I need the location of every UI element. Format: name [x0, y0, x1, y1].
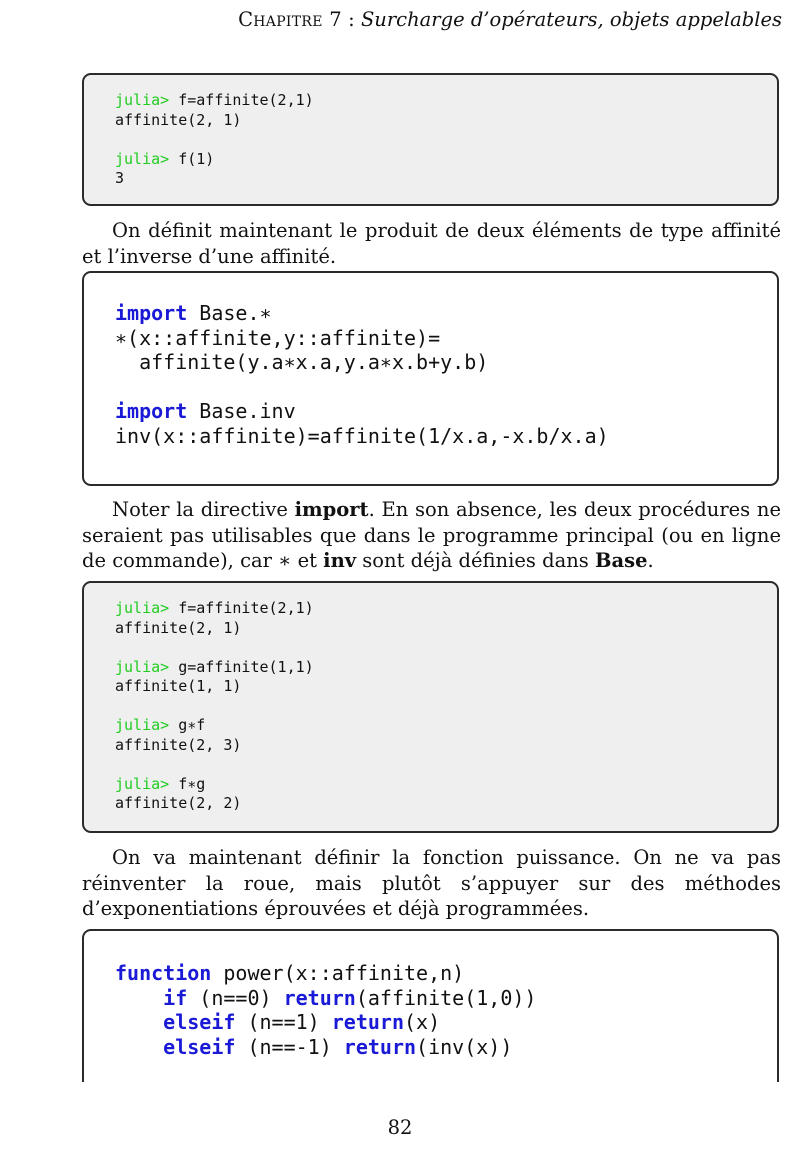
code-line — [115, 375, 769, 400]
code-text: (n==-1) — [235, 1034, 344, 1059]
code-line — [115, 736, 769, 756]
code-line — [115, 169, 769, 189]
code-text: g=affinite(1,1) — [178, 657, 314, 676]
code-text: power(x::affinite,n) — [211, 961, 465, 985]
code-line — [115, 599, 769, 619]
julia-prompt: julia> — [115, 599, 179, 617]
repl-code-2 — [115, 599, 769, 814]
code-line — [115, 424, 769, 449]
keyword-base: Base — [594, 549, 648, 572]
julia-prompt: julia> — [115, 716, 179, 734]
header-separator: : — [341, 8, 361, 31]
code-text: 3 — [115, 169, 125, 187]
keyword-import: import — [294, 498, 369, 521]
code-keyword: function — [115, 961, 212, 985]
paragraph-import-note: Noter la directive import. En son absence, les deux procédures ne seraient pas utilisables que dans le programme principal (ou en ligne de commande), car ∗ et inv sont déjà définies dans Base. — [82, 498, 781, 572]
code-keyword: return — [343, 1034, 417, 1059]
chapter-label: Chapitre 7 — [238, 8, 342, 31]
code-text — [115, 1010, 163, 1034]
code-line — [115, 697, 769, 717]
code-text: Base.∗ — [187, 301, 272, 325]
repl-output-block-1 — [82, 73, 779, 206]
code-text: ∗(x::affinite,y::affinite)= — [115, 325, 441, 350]
julia-prompt: julia> — [115, 774, 179, 793]
code-listing-power — [115, 961, 769, 1059]
repl-output-block-2 — [82, 581, 779, 833]
code-line — [115, 794, 769, 814]
code-text: affinite(y.a∗x.a,y.a∗x.b+y.b) — [115, 350, 489, 374]
code-line — [115, 1035, 769, 1060]
code-text: (n==0) — [187, 985, 284, 1010]
code-line — [115, 111, 769, 131]
code-line — [115, 91, 769, 111]
code-line — [115, 716, 769, 736]
code-text: affinite(1, 1) — [115, 677, 242, 695]
page-number: 82 — [387, 1116, 413, 1139]
code-line — [115, 986, 769, 1011]
code-text: (inv(x)) — [416, 1034, 513, 1059]
chapter-title: Surcharge d’opérateurs, objets appelables — [360, 8, 782, 31]
code-text: affinite(2, 1) — [115, 110, 242, 129]
code-text: inv(x::affinite)=affinite(1/x.a,-x.b/x.a) — [115, 423, 609, 448]
paragraph-product-inverse: On définit maintenant le produit de deux éléments de type affinité et l’inverse d’une affinité. — [82, 219, 781, 268]
code-line — [115, 658, 769, 678]
code-line — [115, 775, 769, 795]
julia-prompt: julia> — [115, 91, 179, 109]
code-line — [115, 350, 769, 375]
code-block-power — [82, 929, 779, 1082]
code-line — [115, 961, 769, 986]
julia-prompt: julia> — [115, 657, 179, 676]
code-keyword: elseif — [163, 1034, 236, 1059]
code-text: g∗f — [178, 716, 206, 734]
code-text: (n==1) — [235, 1010, 332, 1034]
code-text: affinite(2, 2) — [115, 794, 242, 812]
code-keyword: return — [283, 985, 356, 1010]
code-keyword: elseif — [163, 1010, 236, 1034]
code-line — [115, 150, 769, 170]
code-text: Base.inv — [187, 399, 296, 423]
code-line — [115, 638, 769, 658]
repl-code-1 — [115, 91, 769, 189]
code-line — [115, 1010, 769, 1035]
code-block-operators — [82, 271, 779, 486]
code-text: f=affinite(2,1) — [178, 599, 314, 617]
code-text: affinite(2, 3) — [115, 735, 242, 754]
code-keyword: return — [331, 1010, 404, 1034]
keyword-inv: inv — [323, 549, 357, 572]
julia-prompt: julia> — [115, 149, 179, 168]
code-listing-operators — [115, 301, 769, 448]
code-line — [115, 399, 769, 424]
code-line — [115, 130, 769, 150]
code-keyword: import — [115, 301, 188, 325]
paragraph-power-function: On va maintenant définir la fonction puissance. On ne va pas réinventer la roue, mais plutôt s’appuyer sur des méthodes d’exponentiations éprouvées et déjà programmées. — [82, 846, 781, 920]
code-line — [115, 326, 769, 351]
code-text: f=affinite(2,1) — [178, 91, 314, 109]
code-keyword: import — [115, 399, 188, 423]
code-line — [115, 301, 769, 326]
code-text — [115, 986, 163, 1010]
code-line — [115, 619, 769, 639]
code-text: f∗g — [178, 774, 206, 793]
code-line — [115, 677, 769, 697]
code-text: f(1) — [178, 149, 215, 168]
code-keyword: if — [163, 985, 188, 1010]
code-text: affinite(2, 1) — [115, 618, 242, 637]
code-line — [115, 755, 769, 775]
running-header — [238, 8, 782, 31]
code-text: (x) — [404, 1010, 441, 1034]
code-text — [115, 1035, 163, 1059]
code-text: (affinite(1,0)) — [355, 985, 537, 1010]
